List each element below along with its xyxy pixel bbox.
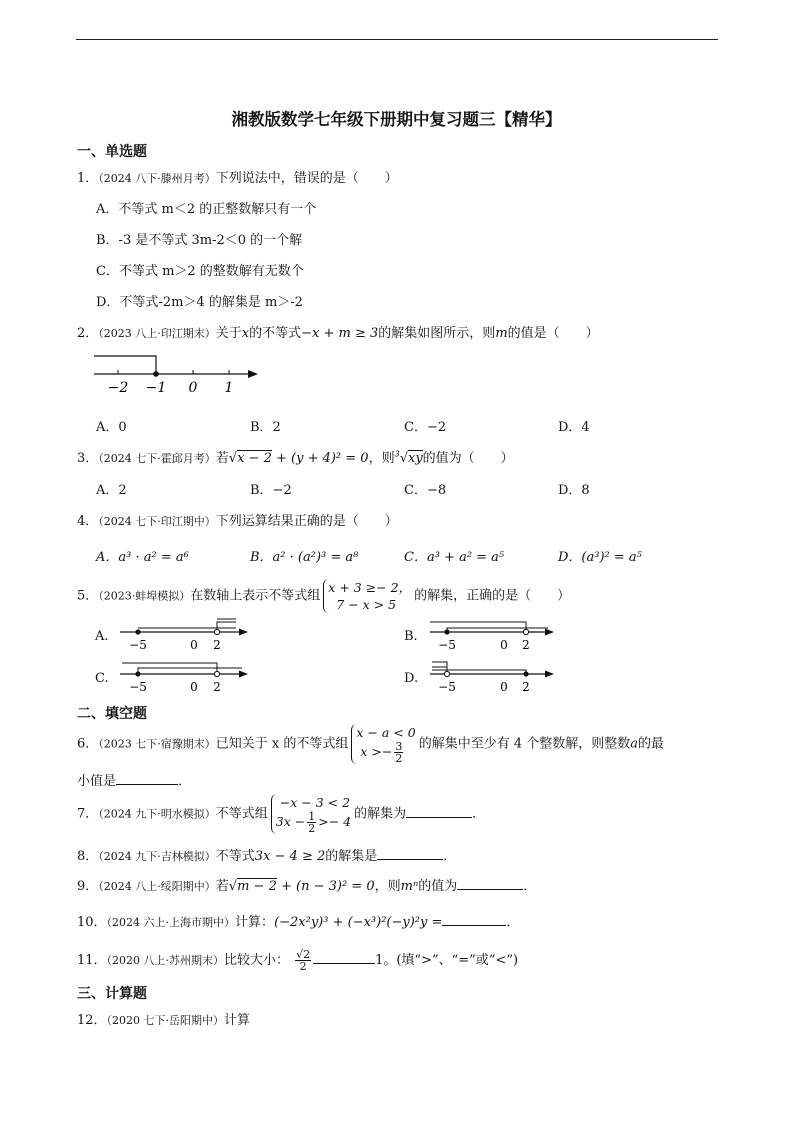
axis-arrow xyxy=(545,629,554,636)
answer-blank[interactable] xyxy=(377,847,443,860)
question-text: ，则 xyxy=(368,451,395,466)
axis-arrow xyxy=(248,370,258,378)
question-text: 在数轴上表示不等式组 xyxy=(190,588,321,604)
fraction-denominator: 2 xyxy=(308,822,316,835)
fraction xyxy=(307,811,316,834)
tick-label: 0 xyxy=(188,380,198,396)
fraction-numerator: 3 xyxy=(395,740,403,753)
tick-label: 2 xyxy=(213,680,221,694)
inequality-system xyxy=(271,794,351,834)
fraction-denominator: 2 xyxy=(299,960,307,973)
question-text: 比较大小： xyxy=(224,953,290,968)
system-line xyxy=(276,811,351,834)
question-9 xyxy=(77,875,536,894)
question-source: （2020 八上·苏州期末） xyxy=(106,954,225,967)
question-12 xyxy=(77,1009,250,1028)
question-text: 若 xyxy=(215,879,229,894)
math-var: x xyxy=(241,326,250,341)
question-text: 的不等式 xyxy=(249,326,302,341)
math-expression: (−2x²y)³ + (−x³)²(−y)²y = xyxy=(274,915,443,930)
question-text: 的解集如图所示，则 xyxy=(378,326,496,341)
section-heading-calculation: 三、计算题 xyxy=(77,986,147,1002)
answer-blank[interactable] xyxy=(116,772,178,785)
question-source: （2024 八下·滕州月考） xyxy=(98,172,216,185)
question-text: 不等式组 xyxy=(215,806,268,822)
question-7 xyxy=(77,794,485,834)
solid-point xyxy=(135,629,140,634)
math-inequality: 3x − 4 ≥ 2 xyxy=(254,849,326,864)
question-number: 5． xyxy=(77,588,99,604)
solution-bracket xyxy=(217,622,236,632)
system-line: −x − 3 < 2 xyxy=(279,795,351,810)
question-source: （2024 八上·绥阳期中） xyxy=(98,880,216,893)
question-text: 下列说法中，错误的是（ ） xyxy=(215,171,398,186)
question-number: 9． xyxy=(77,879,99,894)
q1-option-d: D．不等式-2m＞4 的解集是 m＞-2 xyxy=(96,295,303,310)
q3-option-d: D．8 xyxy=(558,483,590,498)
q3-option-c: C．−8 xyxy=(404,483,447,498)
system-line xyxy=(356,741,415,764)
solid-point xyxy=(135,671,140,676)
question-number: 12． xyxy=(77,1013,107,1028)
q4-option-d: D．(a³)² = a⁵ xyxy=(558,550,642,565)
question-number: 6． xyxy=(77,736,99,752)
open-point xyxy=(444,671,449,676)
question-3 xyxy=(77,447,514,466)
question-number: 7． xyxy=(77,806,99,822)
tick-label: 0 xyxy=(500,638,508,652)
question-10 xyxy=(77,911,519,930)
system-line: x + 3 ≥− 2， xyxy=(328,580,412,595)
q1-option-c: C．不等式 m＞2 的整数解有无数个 xyxy=(96,264,304,279)
radicand: xy xyxy=(407,451,423,466)
q2-option-a: A．0 xyxy=(96,420,127,435)
radicand: m − 2 xyxy=(237,879,277,894)
question-text: 关于 xyxy=(215,326,242,341)
q2-option-c: C．−2 xyxy=(404,420,447,435)
question-1 xyxy=(77,167,398,186)
q5-option-a-label: A. xyxy=(95,629,109,644)
question-number: 4． xyxy=(77,514,99,529)
question-source: （2024 九下·明水模拟） xyxy=(98,807,216,821)
question-source: （2023·蚌埠模拟） xyxy=(98,589,191,603)
question-text: 若 xyxy=(215,451,229,466)
question-6 xyxy=(77,724,664,764)
tick-label: 2 xyxy=(522,638,530,652)
question-text: 的解集，正确的是（ ） xyxy=(414,588,571,604)
question-text: ． xyxy=(472,806,486,822)
document-title: 湘教版数学七年级下册期中复习题三【精华】 xyxy=(231,110,562,129)
fraction-numerator: √2 xyxy=(296,948,311,961)
q4-option-c: C．a³ + a² = a⁵ xyxy=(404,550,505,565)
q5-option-b-label: B. xyxy=(404,629,418,644)
question-source: （2024 七下·印江期中） xyxy=(98,515,216,528)
solid-point xyxy=(153,371,159,377)
math-expression: mⁿ xyxy=(400,879,419,894)
q5-option-d-number-line xyxy=(428,660,558,696)
open-point xyxy=(214,629,219,634)
tick-label: −2 xyxy=(107,380,129,396)
question-text: ． xyxy=(178,774,192,789)
math-expression: + (y + 4)² = 0 xyxy=(271,451,369,466)
question-text: ，则 xyxy=(374,879,401,894)
solution-bracket xyxy=(94,356,156,374)
question-text: ． xyxy=(443,849,457,864)
inequality-system xyxy=(351,724,415,764)
question-number: 2． xyxy=(77,326,99,341)
question-text: 的值是（ ） xyxy=(507,326,599,341)
section-heading-single-choice: 一、单选题 xyxy=(77,144,147,160)
system-line-part: >− 4 xyxy=(318,814,352,829)
q4-option-a: A．a³ · a² = a⁶ xyxy=(96,550,189,565)
sqrt-expression: √x − 2 xyxy=(228,451,272,466)
question-number: 11． xyxy=(77,953,107,968)
question-text: 下列运算结果正确的是（ ） xyxy=(215,514,398,529)
cube-root: $^3$√xy xyxy=(394,449,423,466)
question-text: 的最 xyxy=(638,736,665,752)
question-text: 1。(填“>”、“=”或“<”) xyxy=(375,953,519,968)
tick-label: 0 xyxy=(190,638,198,652)
question-text: 的值为 xyxy=(418,879,458,894)
question-text: 小值是 xyxy=(77,774,117,789)
question-8 xyxy=(77,845,456,864)
question-source: （2020 七下·岳阳期中） xyxy=(106,1014,225,1027)
question-text: ． xyxy=(523,879,537,894)
fraction-denominator: 2 xyxy=(395,752,403,765)
question-5 xyxy=(77,579,570,613)
tick-label: −5 xyxy=(129,680,147,694)
solid-point xyxy=(444,629,449,634)
tick-label: 2 xyxy=(213,638,221,652)
section-heading-fill-in: 二、填空题 xyxy=(77,706,147,722)
question-6-cont xyxy=(77,770,191,789)
question-text: ． xyxy=(506,915,520,930)
solid-point xyxy=(523,671,528,676)
answer-blank[interactable] xyxy=(457,877,523,890)
q5-option-c-label: C. xyxy=(95,671,109,686)
open-point xyxy=(214,671,219,676)
axis-arrow xyxy=(545,671,554,678)
question-text: 的解集为 xyxy=(354,806,407,822)
answer-blank[interactable] xyxy=(313,951,375,964)
math-var: m xyxy=(495,326,508,341)
question-text: 计算 xyxy=(224,1013,251,1028)
system-line-part: 3x − xyxy=(275,814,306,829)
answer-blank[interactable] xyxy=(442,913,506,926)
system-line-part: x >− xyxy=(360,744,393,759)
axis-arrow xyxy=(239,629,248,636)
system-line: x − a < 0 xyxy=(356,725,416,740)
q5-option-a-number-line xyxy=(118,618,253,654)
q2-number-line xyxy=(90,350,265,398)
question-text: 的解集中至少有 4 个整数解，则整数 xyxy=(418,736,631,752)
answer-blank[interactable] xyxy=(406,805,472,818)
question-text: 不等式 xyxy=(215,849,255,864)
fraction-numerator: 1 xyxy=(308,810,316,823)
q5-option-b-number-line xyxy=(428,618,558,654)
q2-option-d: D．4 xyxy=(558,420,590,435)
tick-label: 2 xyxy=(522,680,530,694)
q2-option-b: B．2 xyxy=(250,420,281,435)
question-11 xyxy=(77,949,518,972)
question-4 xyxy=(77,510,398,529)
axis-arrow xyxy=(239,671,248,678)
question-2 xyxy=(77,322,599,341)
tick-label: −5 xyxy=(438,680,456,694)
question-text: 计算： xyxy=(235,915,275,930)
fraction xyxy=(394,741,403,764)
header-rule xyxy=(76,39,718,40)
q5-option-d-label: D. xyxy=(404,671,419,686)
solution-bracket xyxy=(430,622,526,632)
tick-label: 1 xyxy=(224,380,234,396)
open-point xyxy=(523,629,528,634)
tick-label: −5 xyxy=(438,638,456,652)
q1-option-a: A．不等式 m＜2 的正整数解只有一个 xyxy=(96,202,317,217)
tick-label: −1 xyxy=(145,380,167,396)
tick-label: 0 xyxy=(500,680,508,694)
radicand: x − 2 xyxy=(237,451,272,466)
math-inequality: −x + m ≥ 3 xyxy=(301,326,379,341)
math-var: a xyxy=(630,736,638,752)
inequality-system xyxy=(323,579,411,613)
q1-option-b: B．-3 是不等式 3m-2＜0 的一个解 xyxy=(96,233,303,248)
question-source: （2024 六上·上海市期中） xyxy=(106,916,236,929)
question-source: （2024 七下·霍邱月考） xyxy=(98,452,216,465)
tick-label: −5 xyxy=(129,638,147,652)
question-number: 1． xyxy=(77,171,99,186)
question-number: 10． xyxy=(77,915,107,930)
tick-label: 0 xyxy=(190,680,198,694)
question-text: 已知关于 x 的不等式组 xyxy=(215,736,349,752)
math-expression: + (n − 3)² = 0 xyxy=(276,879,375,894)
sqrt-expression: √m − 2 xyxy=(228,879,277,894)
solution-bracket xyxy=(138,668,242,674)
q3-option-b: B．−2 xyxy=(250,483,292,498)
question-source: （2023 七下·宿豫期末） xyxy=(98,737,216,751)
question-source: （2023 八上·印江期末） xyxy=(98,327,216,340)
fraction xyxy=(295,949,311,972)
question-number: 3． xyxy=(77,451,99,466)
question-number: 8． xyxy=(77,849,99,864)
question-text: 的解集是 xyxy=(325,849,378,864)
question-text: 的值为（ ） xyxy=(422,451,514,466)
q4-option-b: B．a² · (a²)³ = a⁸ xyxy=(250,550,359,565)
question-source: （2024 九下·吉林模拟） xyxy=(98,850,216,863)
system-line: 7 − x > 5 xyxy=(336,597,397,612)
root-index: 3 xyxy=(394,449,400,459)
q5-option-c-number-line xyxy=(118,660,253,696)
q3-option-a: A．2 xyxy=(96,483,127,498)
